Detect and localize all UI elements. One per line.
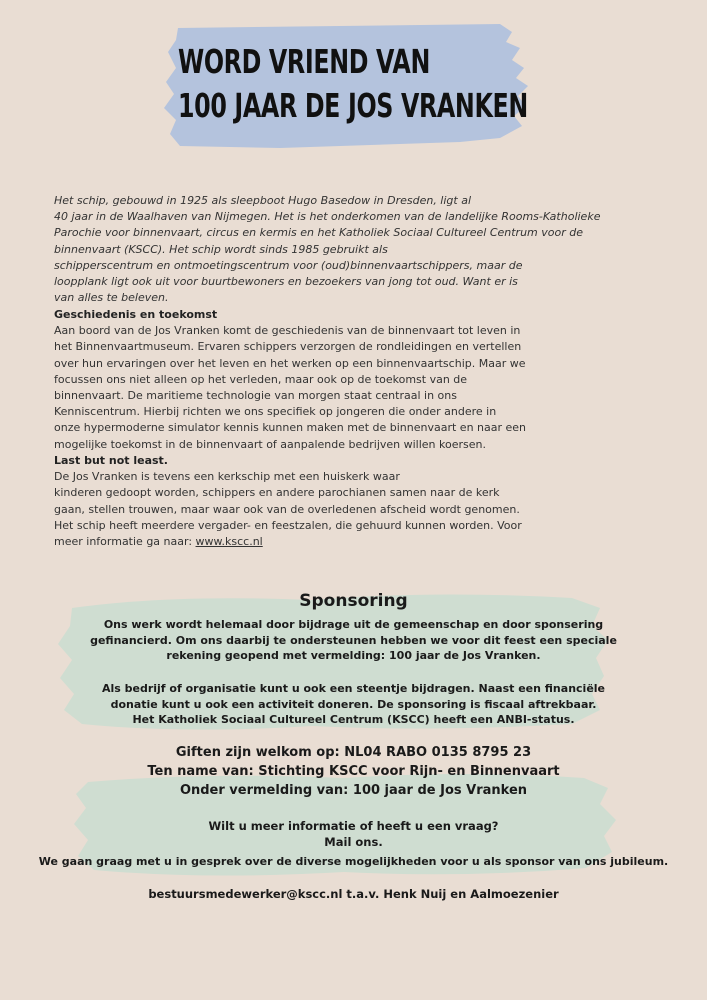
sponsoring-paragraph-2 [0,681,707,728]
contact-email[interactable]: bestuursmedewerker@kscc.nl t.a.v. Henk Nuij en Aalmoezenier [148,887,559,901]
intro-line: van alles te beleven. [54,291,169,305]
conversation-text: We gaan graag met u in gesprek over de diverse mogelijkheden voor u als sponsor van ons jubileum. [38,855,669,868]
history-line: het Binnenvaartmuseum. Ervaren schippers verzorgen de rondleidingen en vertellen [54,340,522,354]
sponsoring-line: donatie kunt u ook een activiteit doneren. De sponsoring is fiscaal aftrekbaar. [110,697,597,711]
question-line: Wilt u meer informatie of heeft u een vraag? [208,819,499,833]
bank-line: Onder vermelding van: 100 jaar de Jos Vranken [179,783,528,798]
last-line: gaan, stellen trouwen, maar waar ook van de overledenen afscheid wordt genomen. [54,502,520,516]
history-line: over hun ervaringen over het leven en het werken op een binnenvaartschip. Maar we [54,356,526,370]
conversation-line [0,854,707,870]
bank-line: Giften zijn welkom op: NL04 RABO 0135 8795 23 [175,745,532,760]
intro-line: Parochie voor binnenvaart, circus en kermis en het Katholiek Sociaal Cultureel Centrum voor de [54,226,584,240]
history-line: Aan boord van de Jos Vranken komt de geschiedenis van de binnenvaart tot leven in [54,324,521,338]
sponsoring-title: Sponsoring [299,591,408,611]
history-heading: Geschiedenis en toekomst [54,308,218,321]
intro-paragraph [54,193,601,306]
last-line: De Jos Vranken is tevens een kerkschip met een huiskerk waar [54,470,400,484]
last-line-link [54,534,574,550]
intro-line: binnenvaart (KSCC). Het schip wordt sinds 1985 gebruikt als [54,242,388,256]
sponsoring-paragraph-1 [0,617,707,664]
kscc-website-link[interactable]: www.kscc.nl [195,535,263,549]
sponsoring-line: Ons werk wordt helemaal door bijdrage uit de gemeenschap en door sponsering [103,618,604,631]
intro-line: 40 jaar in de Waalhaven van Nijmegen. Het is het onderkomen van de landelijke Rooms-Katholieke [54,210,601,224]
sponsoring-line: rekening geopend met vermelding: 100 jaar de Jos Vranken. [166,649,541,662]
sponsoring-line: gefinancierd. Om ons daarbij te ondersteunen hebben we voor dit feest een speciale [90,633,617,647]
sponsoring-line: Als bedrijf of organisatie kunt u ook een steentje bijdragen. Naast een financiële [101,682,606,695]
link-prefix: meer informatie ga naar: [54,535,196,549]
intro-line: loopplank ligt ook uit voor buurtbewoners en bezoekers van jong tot oud. Want er is [54,275,518,289]
contact-line [0,886,707,902]
page-title [178,40,528,128]
history-line: onze hypermoderne simulator kennis kunnen maken met de binnenvaart en naar een [54,421,527,435]
question-line: Mail ons. [324,835,383,849]
history-line: Kenniscentrum. Hierbij richten we ons specifiek op jongeren die onder andere in [54,405,497,419]
bank-line: Ten name van: Stichting KSCC voor Rijn- en Binnenvaart [147,764,560,779]
last-line: Het schip heeft meerdere vergader- en feestzalen, die gehuurd kunnen worden. Voor [54,518,522,532]
title-line-2: 100 JAAR DE JOS VRANKEN [178,86,528,125]
sponsoring-line: Het Katholiek Sociaal Cultureel Centrum (KSCC) heeft een ANBI-status. [132,713,575,726]
history-line: binnenvaart. De maritieme technologie van morgen staat centraal in ons [54,389,457,403]
history-line: focussen ons niet alleen op het verleden, maar ook op de toekomst van de [54,372,468,386]
bank-details [0,743,707,800]
history-line: mogelijke toekomst in de binnenvaart of aanpalende bedrijven willen koersen. [54,437,486,451]
title-line-1: WORD VRIEND VAN [178,42,430,81]
last-line: kinderen gedoopt worden, schippers en andere parochianen samen naar de kerk [54,486,500,500]
history-section [54,307,574,453]
last-section [54,453,574,550]
last-heading: Last but not least. [54,454,168,467]
intro-line: Het schip, gebouwd in 1925 als sleepboot Hugo Basedow in Dresden, ligt al [54,194,472,207]
question-block [0,818,707,850]
intro-line: schipperscentrum en ontmoetingscentrum voor (oud)binnenvaartschippers, maar de [54,258,523,272]
